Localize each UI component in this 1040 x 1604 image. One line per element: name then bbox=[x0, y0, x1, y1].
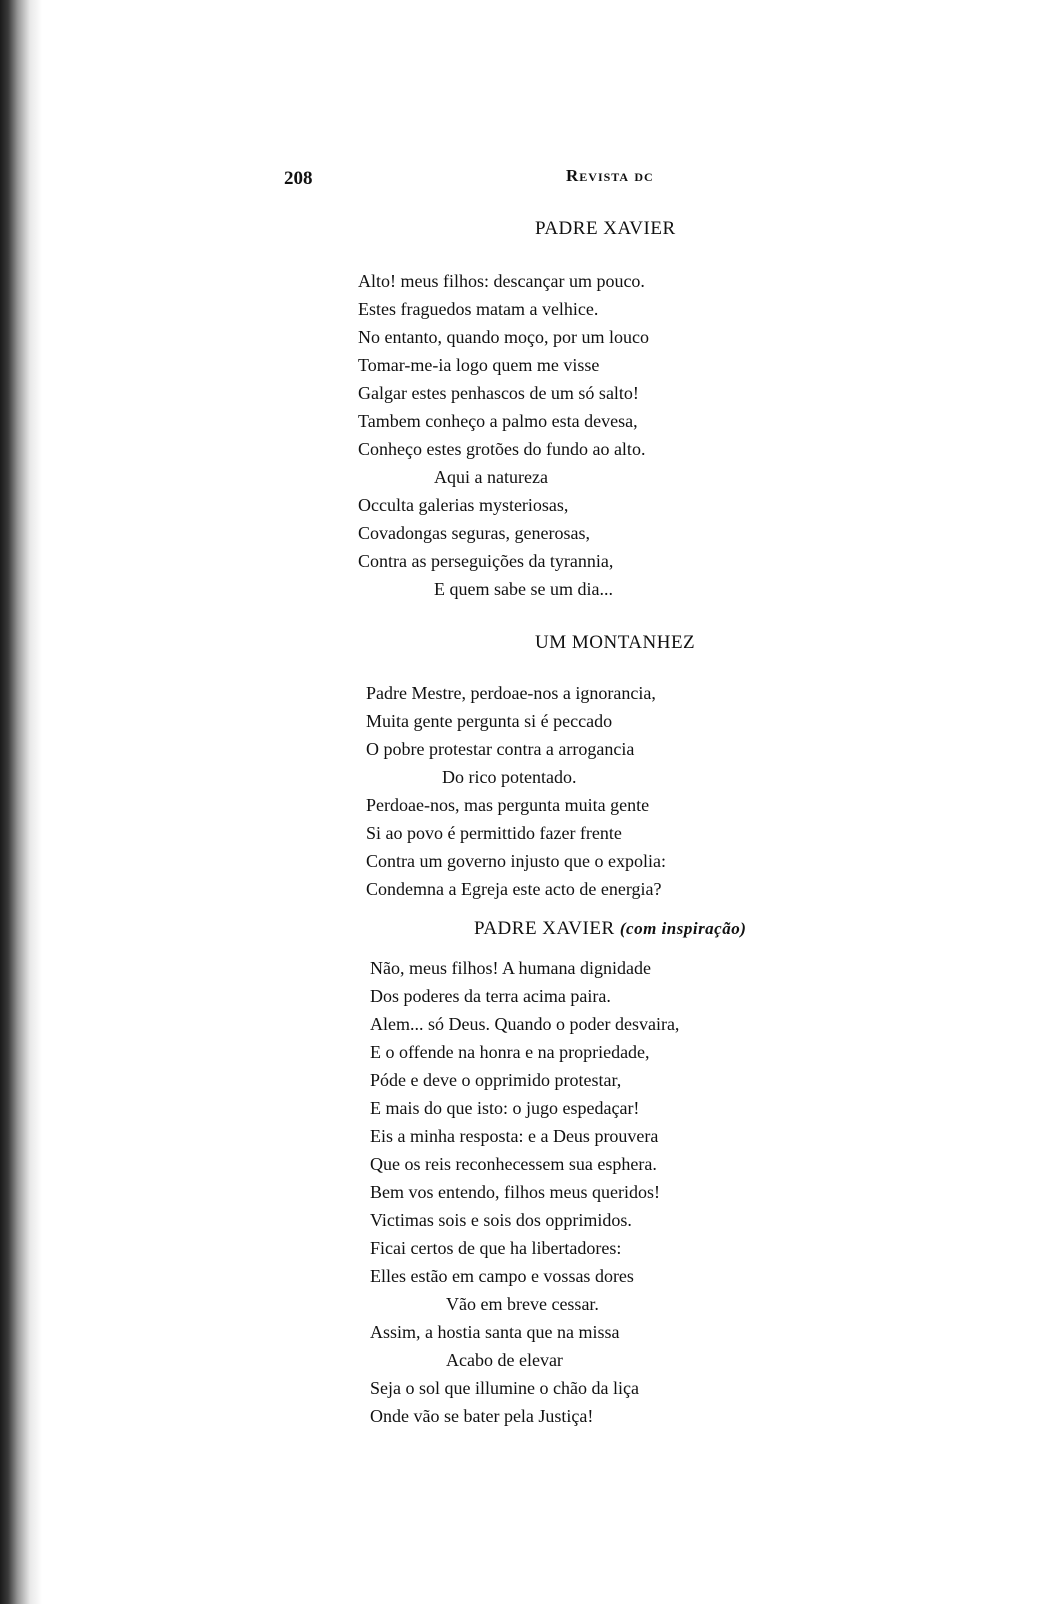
verse-line: Contra um governo injusto que o expolia: bbox=[366, 851, 666, 871]
verse-line: Acabo de elevar bbox=[446, 1350, 563, 1370]
verse-line: O pobre protestar contra a arrogancia bbox=[366, 739, 635, 759]
verse-line: Covadongas seguras, generosas, bbox=[358, 523, 590, 543]
verse-line: No entanto, quando moço, por um louco bbox=[358, 327, 649, 347]
verse-line: Galgar estes penhascos de um só salto! bbox=[358, 383, 639, 403]
verse-block bbox=[366, 679, 666, 903]
verse-line: Assim, a hostia santa que na missa bbox=[370, 1322, 620, 1342]
verse-line: E mais do que isto: o jugo espedaçar! bbox=[370, 1098, 640, 1118]
speaker-name: PADRE XAVIER bbox=[535, 218, 676, 239]
verse-line: Não, meus filhos! A humana dignidade bbox=[370, 958, 651, 978]
verse-line: Estes fraguedos matam a velhice. bbox=[358, 299, 599, 319]
book-binding-shadow bbox=[0, 0, 42, 1604]
running-head: Revista dc bbox=[566, 166, 654, 185]
verse-block bbox=[370, 954, 679, 1430]
verse-line: Alto! meus filhos: descançar um pouco. bbox=[358, 271, 645, 291]
verse-line: Dos poderes da terra acima paira. bbox=[370, 986, 611, 1006]
verse-line: Do rico potentado. bbox=[442, 767, 577, 787]
speaker-name: UM MONTANHEZ bbox=[535, 632, 696, 653]
verse-line: Occulta galerias mysteriosas, bbox=[358, 495, 569, 515]
verse-line: Si ao povo é permittido fazer frente bbox=[366, 823, 622, 843]
verse-line: Padre Mestre, perdoae-nos a ignorancia, bbox=[366, 683, 656, 703]
verse-line: Póde e deve o opprimido protestar, bbox=[370, 1070, 622, 1090]
verse-line: Eis a minha resposta: e a Deus prouvera bbox=[370, 1126, 659, 1146]
verse-line: Bem vos entendo, filhos meus queridos! bbox=[370, 1182, 660, 1202]
verse-line: Condemna a Egreja este acto de energia? bbox=[366, 879, 662, 899]
stage-direction: (com inspiração) bbox=[619, 919, 747, 938]
verse-line: Perdoae-nos, mas pergunta muita gente bbox=[366, 795, 650, 815]
speaker-heading bbox=[535, 218, 676, 240]
verse-line: Ficai certos de que ha libertadores: bbox=[370, 1238, 622, 1258]
verse-line: Aqui a natureza bbox=[434, 467, 548, 487]
verse-line: E quem sabe se um dia... bbox=[434, 579, 613, 599]
verse-line: Seja o sol que illumine o chão da liça bbox=[370, 1378, 639, 1398]
verse-line: Contra as perseguições da tyrannia, bbox=[358, 551, 614, 571]
verse-line: Tomar-me-ia logo quem me visse bbox=[358, 355, 600, 375]
page-number: 208 bbox=[284, 168, 313, 189]
verse-line: Victimas sois e sois dos opprimidos. bbox=[370, 1210, 632, 1230]
verse-line: Vão em breve cessar. bbox=[446, 1294, 599, 1314]
verse-line: E o offende na honra e na propriedade, bbox=[370, 1042, 650, 1062]
verse-line: Onde vão se bater pela Justiça! bbox=[370, 1406, 594, 1426]
verse-line: Muita gente pergunta si é peccado bbox=[366, 711, 613, 731]
verse-line: Conheço estes grotões do fundo ao alto. bbox=[358, 439, 646, 459]
verse-line: Alem... só Deus. Quando o poder desvaira, bbox=[370, 1014, 680, 1034]
speaker-heading bbox=[535, 632, 695, 654]
speaker-name: PADRE XAVIER bbox=[474, 918, 615, 939]
verse-line: Tambem conheço a palmo esta devesa, bbox=[358, 411, 638, 431]
verse-line: Que os reis reconhecessem sua esphera. bbox=[370, 1154, 657, 1174]
speaker-heading bbox=[474, 918, 746, 940]
verse-block bbox=[358, 267, 649, 603]
verse-line: Elles estão em campo e vossas dores bbox=[370, 1266, 634, 1286]
